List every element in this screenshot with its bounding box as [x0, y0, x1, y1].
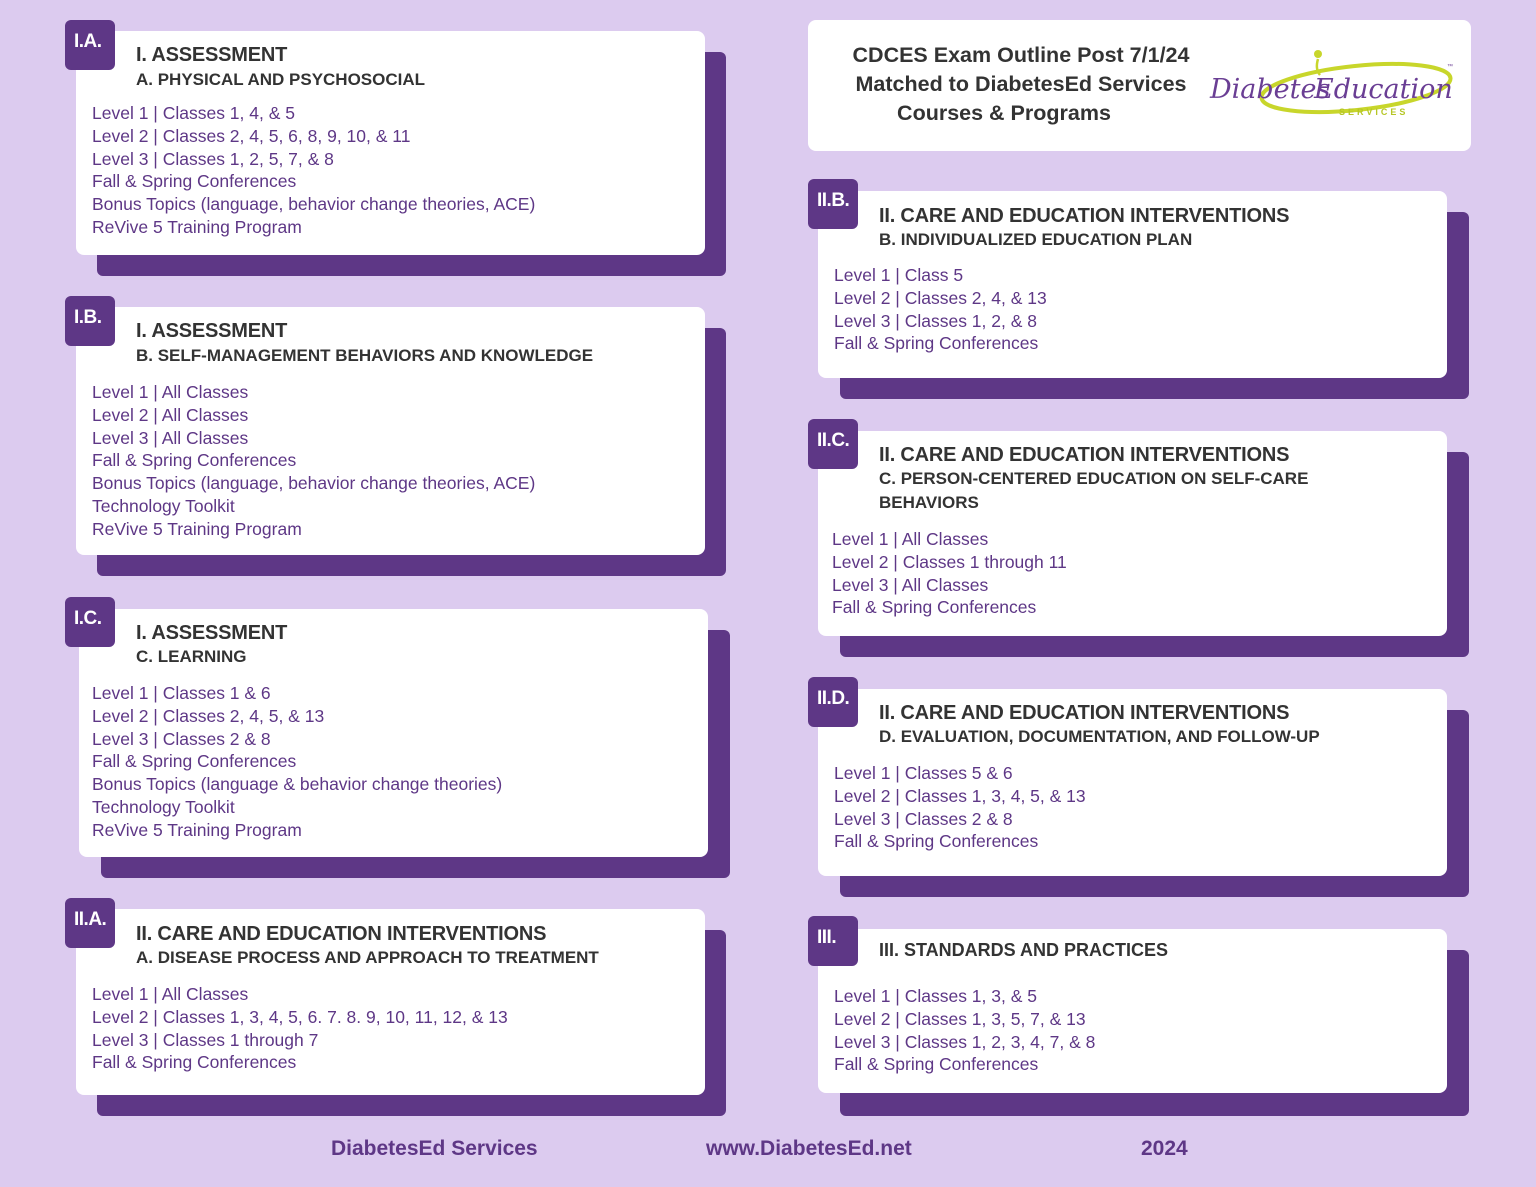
- list-item: Level 3 | Classes 1, 2, 3, 4, 7, & 8: [834, 1031, 1096, 1052]
- card-1a: [76, 31, 705, 255]
- list-item: Level 1 | Classes 1, 3, & 5: [834, 986, 1037, 1006]
- card-title: II. CARE AND EDUCATION INTERVENTIONS: [879, 444, 1290, 466]
- footer-year: 2024: [1141, 1137, 1188, 1160]
- card-1c: [79, 609, 708, 857]
- card-subtitle: A. PHYSICAL AND PSYCHOSOCIAL: [136, 70, 426, 89]
- list-item: Level 3 | Classes 2 & 8: [92, 728, 271, 749]
- card-3: [818, 929, 1447, 1093]
- logo-word-diabetes: Diabetes: [1210, 74, 1331, 105]
- list-item: Level 3 | Classes 1, 2, 5, 7, & 8: [92, 148, 334, 169]
- section-tag: II.C.: [808, 419, 858, 469]
- card-subtitle: B. INDIVIDUALIZED EDUCATION PLAN: [879, 230, 1193, 249]
- list-item: Level 1 | Classes 1, 4, & 5: [92, 103, 295, 123]
- list-item: Level 1 | Classes 1 & 6: [92, 683, 271, 703]
- card-subtitle: D. EVALUATION, DOCUMENTATION, AND FOLLOW-UP: [879, 727, 1320, 746]
- card-2a: [76, 909, 705, 1095]
- course-list: [832, 528, 1067, 619]
- section-tag: I.A.: [65, 20, 115, 70]
- list-item: Level 2 | Classes 1, 3, 5, 7, & 13: [834, 1008, 1086, 1029]
- section-tag: II.B.: [808, 179, 858, 229]
- section-tag: III.: [808, 916, 858, 966]
- footer-org: DiabetesEd Services: [331, 1137, 538, 1160]
- list-item: Fall & Spring Conferences: [92, 450, 297, 471]
- course-list: [92, 102, 535, 239]
- list-item: ReVive 5 Training Program: [92, 216, 302, 237]
- list-item: Level 2 | Classes 1, 3, 4, 5, & 13: [834, 785, 1086, 806]
- list-item: Level 1 | Class 5: [834, 265, 964, 285]
- course-list: [834, 985, 1095, 1076]
- list-item: Fall & Spring Conferences: [92, 171, 297, 192]
- list-item: Level 1 | All Classes: [92, 382, 249, 402]
- list-item: Level 3 | All Classes: [92, 427, 249, 448]
- list-item: Level 2 | Classes 2, 4, 5, 6, 8, 9, 10, & 11: [92, 125, 411, 146]
- diabetes-education-logo: [1206, 46, 1461, 128]
- list-item: Fall & Spring Conferences: [834, 831, 1039, 852]
- card-title: II. CARE AND EDUCATION INTERVENTIONS: [879, 702, 1290, 724]
- list-item: ReVive 5 Training Program: [92, 518, 302, 539]
- course-list: [92, 381, 535, 541]
- list-item: Level 2 | Classes 2, 4, & 13: [834, 287, 1047, 308]
- logo-word-education: Education: [1314, 74, 1453, 105]
- list-item: Level 2 | Classes 2, 4, 5, & 13: [92, 705, 325, 726]
- list-item: Fall & Spring Conferences: [832, 597, 1037, 618]
- header-title-line-1: CDCES Exam Outline Post 7/1/24: [852, 43, 1190, 67]
- logo-trademark: ™: [1447, 64, 1453, 70]
- course-list: [92, 983, 508, 1074]
- list-item: Level 2 | Classes 1, 3, 4, 5, 6. 7. 8. 9, 10, 11, 12, & 13: [92, 1006, 508, 1027]
- card-subtitle: C. LEARNING: [136, 647, 247, 666]
- list-item: Level 3 | Classes 2 & 8: [834, 808, 1013, 829]
- card-2b: [818, 191, 1447, 378]
- list-item: ReVive 5 Training Program: [92, 819, 302, 840]
- header-title-line-3: Courses & Programs: [897, 101, 1111, 125]
- section-tag: I.C.: [65, 597, 115, 647]
- list-item: Technology Toolkit: [92, 495, 235, 516]
- list-item: Level 3 | Classes 1 through 7: [92, 1029, 319, 1050]
- card-title: II. CARE AND EDUCATION INTERVENTIONS: [136, 923, 547, 945]
- header-title-line-2: Matched to DiabetesEd Services: [855, 72, 1187, 96]
- card-2c: [818, 431, 1447, 636]
- list-item: Bonus Topics (language, behavior change theories, ACE): [92, 194, 536, 215]
- course-list: [834, 264, 1047, 355]
- card-subtitle-continued: BEHAVIORS: [879, 493, 979, 512]
- header-box: [808, 20, 1471, 151]
- section-tag: II.A.: [65, 898, 115, 948]
- card-subtitle: C. PERSON-CENTERED EDUCATION ON SELF-CARE: [879, 469, 1309, 488]
- list-item: Level 3 | All Classes: [832, 574, 989, 595]
- list-item: Technology Toolkit: [92, 796, 235, 817]
- list-item: Level 1 | All Classes: [92, 984, 249, 1004]
- list-item: Level 2 | Classes 1 through 11: [832, 551, 1067, 572]
- course-list: [92, 682, 502, 842]
- list-item: Level 2 | All Classes: [92, 404, 249, 425]
- card-subtitle: III. STANDARDS AND PRACTICES: [879, 940, 1169, 960]
- list-item: Fall & Spring Conferences: [834, 1054, 1039, 1075]
- list-item: Bonus Topics (language, behavior change theories, ACE): [92, 473, 536, 494]
- card-1b: [76, 307, 705, 555]
- card-title: I. ASSESSMENT: [136, 320, 288, 342]
- list-item: Level 1 | Classes 5 & 6: [834, 763, 1013, 783]
- list-item: Fall & Spring Conferences: [834, 333, 1039, 354]
- list-item: Fall & Spring Conferences: [92, 1052, 297, 1073]
- list-item: Level 3 | Classes 1, 2, & 8: [834, 310, 1037, 331]
- logo-services: SERVICES: [1339, 107, 1409, 117]
- card-title: I. ASSESSMENT: [136, 622, 288, 644]
- card-title: I. ASSESSMENT: [136, 44, 288, 66]
- card-title: II. CARE AND EDUCATION INTERVENTIONS: [879, 205, 1290, 227]
- card-subtitle: A. DISEASE PROCESS AND APPROACH TO TREATMENT: [136, 948, 599, 967]
- footer-url[interactable]: www.DiabetesEd.net: [706, 1137, 912, 1160]
- list-item: Fall & Spring Conferences: [92, 751, 297, 772]
- list-item: Bonus Topics (language & behavior change theories): [92, 774, 503, 795]
- card-2d: [818, 689, 1447, 876]
- course-list: [834, 762, 1086, 853]
- card-subtitle: B. SELF-MANAGEMENT BEHAVIORS AND KNOWLEDGE: [136, 346, 594, 365]
- section-tag: I.B.: [65, 296, 115, 346]
- section-tag: II.D.: [808, 677, 858, 727]
- list-item: Level 1 | All Classes: [832, 529, 989, 549]
